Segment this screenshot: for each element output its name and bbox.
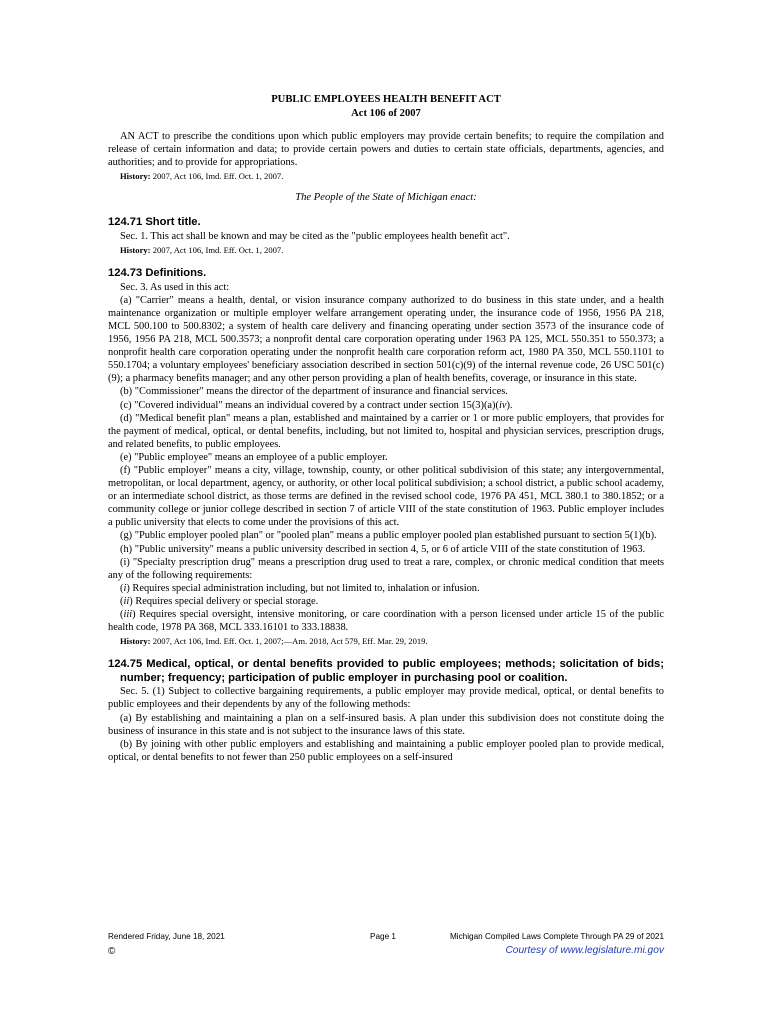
definition-c: (c) "Covered individual" means an individual covered by a contract under section 15(3)(a)(iv). xyxy=(120,399,513,411)
method-b: (b) By joining with other public employers and establishing and maintaining a public employer pooled plan to provide medical, optical, or dental benefits to not fewer than 250 public employees on a self-insured xyxy=(108,738,664,763)
requirement-iii: (iii) Requires special oversight, intensive monitoring, or care coordination with a person licensed under article 15 of the public health code, 1978 PA 368, MCL 333.16101 to 333.18838. xyxy=(108,609,664,634)
section-heading-124-73: 124.73 Definitions. xyxy=(108,267,207,280)
definition-i: (i) "Specialty prescription drug" means a prescription drug used to treat a rare, complex, or chronic medical condition that meets any of the following requirements: xyxy=(108,556,664,581)
section-text: Sec. 3. As used in this act: xyxy=(120,281,230,293)
act-intro: AN ACT to prescribe the conditions upon which public employers may provide certain benefits; to require the compilation and release of certain information and data; to provide certain powers and duties to certain state officials, departments, agencies, and authorities; and to provide for appropriations. xyxy=(108,131,664,169)
intro-history: History: 2007, Act 106, Imd. Eff. Oct. 1, 2007. xyxy=(120,171,284,182)
section-history: History: 2007, Act 106, Imd. Eff. Oct. 1, 2007;—Am. 2018, Act 579, Eff. Mar. 29, 2019. xyxy=(120,636,428,647)
page-number: Page 1 xyxy=(370,932,396,941)
method-a: (a) By establishing and maintaining a plan on a self-insured basis. A plan under this subdivision does not constitute doing the business of insurance in this state and is not subject to the insurance laws of this state. xyxy=(108,712,664,737)
definition-h: (h) "Public university" means a public university described in section 4, 5, or 6 of article VIII of the state constitution of 1963. xyxy=(120,543,646,555)
definition-a: (a) "Carrier" means a health, dental, or vision insurance company authorized to do business in this state under, and a health maintenance organization or multiple employer welfare arrangement operating under, the insurance code of 1956, 1956 PA 218, MCL 500.100 to 500.8302; a system of health care delivery and financing operating under section 3573 of the insurance code of 1956, 1956 PA 218, MCL 500.3573; a nonprofit dental care corporation operating under 1963 PA 125, MCL 550.351 to 550.373; a nonprofit health care corporation operating under the nonprofit health care corporation reform act, 1980 PA 350, MCL 550.1101 to 550.1704; a voluntary employees' beneficiary association described in section 501(c)(9) of the internal revenue code, 26 USC 501(c)(9); a pharmacy benefits manager; and any other person providing a plan of health benefits, coverage, or insurance in this state. xyxy=(108,294,664,385)
copyright-symbol: © xyxy=(108,946,116,957)
definition-f: (f) "Public employer" means a city, village, township, county, or other political subdivision of this state; any intergovernmental, metropolitan, or local department, agency, or authority, or other local political subdivision; a school district, a public school academy, or an intermediate school district, as those terms are defined in the revised school code, 1976 PA 451, MCL 380.1 to 380.1852; or a community college or junior college described in section 7 of article VIII of the state constitution of 1963. Public employer includes a public university that elects to come under the provisions of this act. xyxy=(108,464,664,529)
enacting-clause: The People of the State of Michigan enact: xyxy=(295,192,477,204)
section-heading-124-71: 124.71 Short title. xyxy=(108,216,201,229)
section-heading-124-75: 124.75 Medical, optical, or dental benefits provided to public employees; methods; solicitation of bids; number; frequency; participation of public employer in purchasing pool or coalition. xyxy=(108,658,664,684)
section-text: Sec. 1. This act shall be known and may be cited as the "public employees health benefit act". xyxy=(120,230,510,242)
rendered-date: Rendered Friday, June 18, 2021 xyxy=(108,932,225,941)
definition-g: (g) "Public employer pooled plan" or "pooled plan" means a public employer pooled plan established pursuant to section 5(1)(b). xyxy=(120,530,657,542)
definition-e: (e) "Public employee" means an employee of a public employer. xyxy=(120,451,388,463)
requirement-i: (i) Requires special administration including, but not limited to, inhalation or infusion. xyxy=(120,582,480,594)
document-page xyxy=(108,93,664,764)
courtesy-link[interactable]: Courtesy of www.legislature.mi.gov xyxy=(505,945,664,956)
section-history: History: 2007, Act 106, Imd. Eff. Oct. 1, 2007. xyxy=(120,245,284,256)
requirement-ii: (ii) Requires special delivery or special storage. xyxy=(120,595,319,607)
act-number: Act 106 of 2007 xyxy=(351,107,421,119)
act-title: PUBLIC EMPLOYEES HEALTH BENEFIT ACT xyxy=(271,94,501,105)
definition-b: (b) "Commissioner" means the director of the department of insurance and financial services. xyxy=(120,386,508,398)
section-text: Sec. 5. (1) Subject to collective bargaining requirements, a public employer may provide medical, optical, or dental benefits to public employees and their dependents by any of the following methods: xyxy=(108,686,664,711)
compiled-through: Michigan Compiled Laws Complete Through PA 29 of 2021 xyxy=(449,932,664,941)
definition-d: (d) "Medical benefit plan" means a plan, established and maintained by a carrier or 1 or more public employers, that provides for the payment of medical, optical, or dental benefits, including, but not limited to, hospital and physician services, prescription drugs, and related benefits, to public employees. xyxy=(108,412,664,450)
